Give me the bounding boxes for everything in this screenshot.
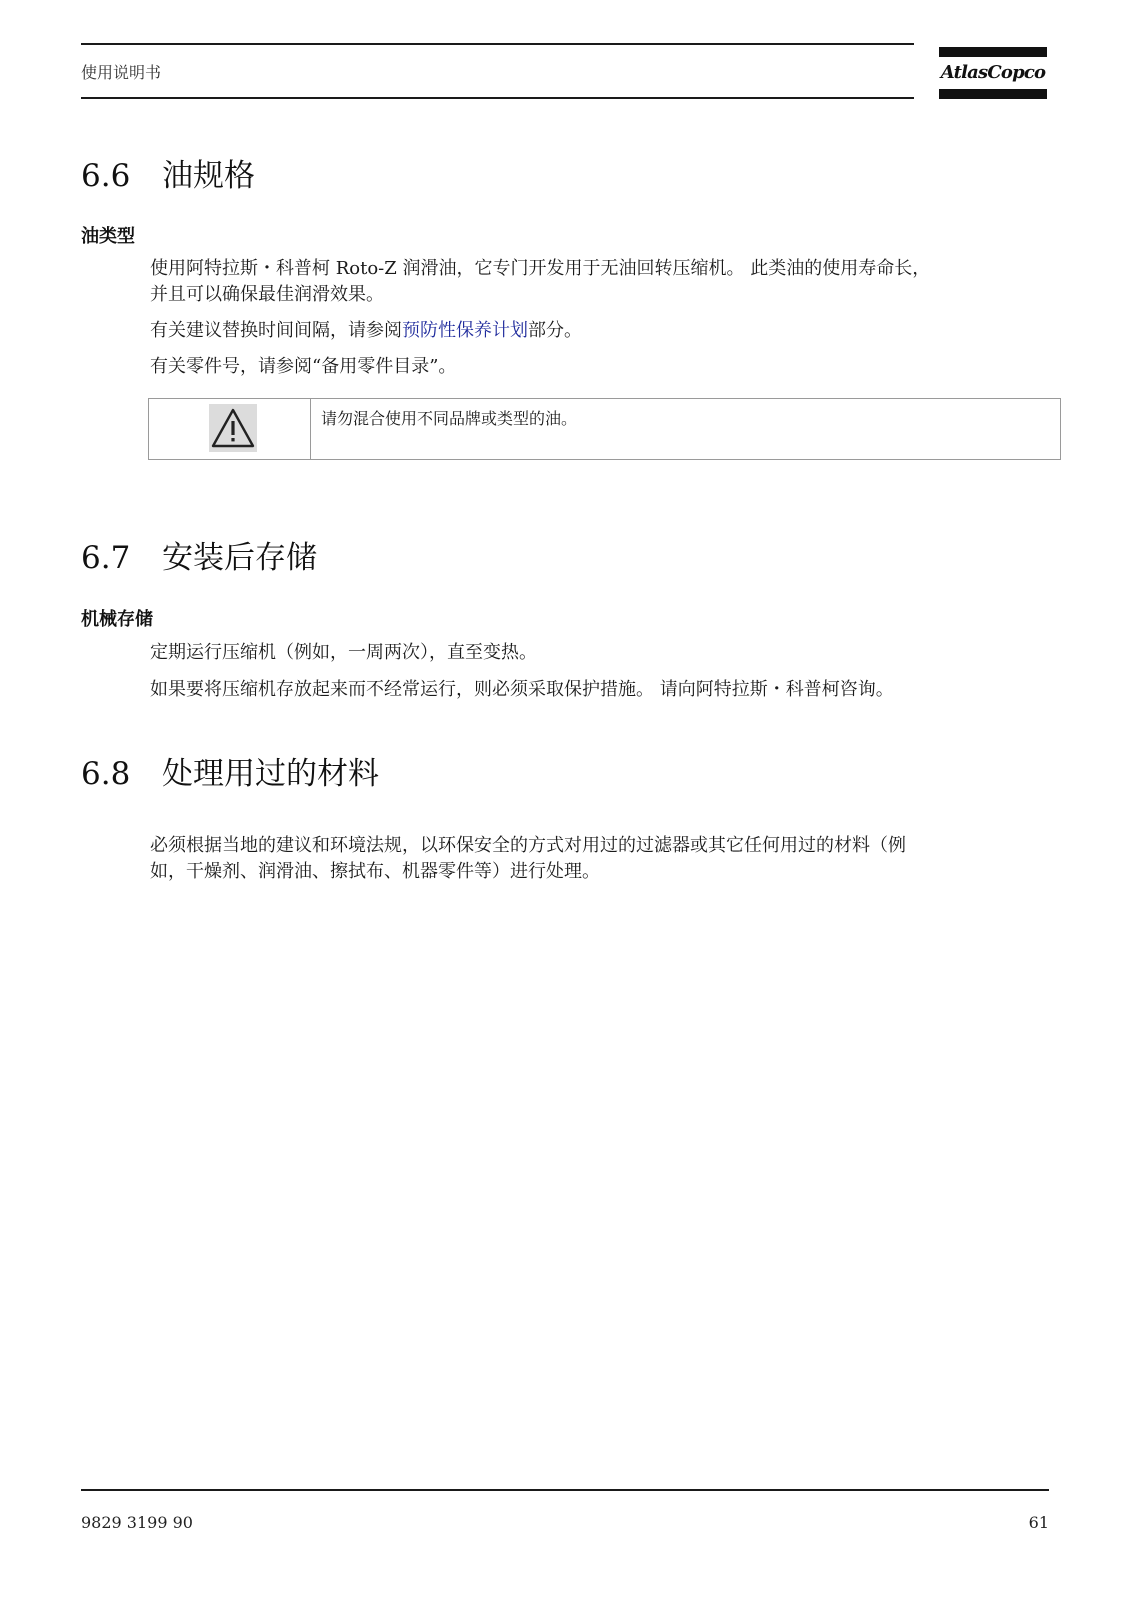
section-number: 6.7 [81,540,131,576]
paragraph-storage-1: 定期运行压缩机（例如，一周两次），直至变热。 [150,642,537,663]
warning-box [148,398,1061,460]
warning-triangle-icon [209,404,257,452]
section-heading-6-7 [81,532,317,577]
subheading-mechanical-storage: 机械存储 [81,609,153,630]
warning-icon-cell [149,399,311,459]
interval-suffix: 部分。 [528,320,582,341]
atlas-copco-logo [939,47,1047,99]
section-heading-6-6 [81,150,255,195]
section-number: 6.8 [81,756,131,792]
header-title: 使用说明书 [81,63,162,82]
footer-rule [81,1489,1049,1491]
header-rule-bottom [81,97,914,99]
paragraph-parts-ref: 有关零件号，请参阅“备用零件目录”。 [150,356,457,377]
section-title: 安装后存储 [162,540,317,576]
paragraph-interval [150,318,1050,344]
warning-text: 请勿混合使用不同品牌或类型的油。 [321,409,578,428]
section-heading-6-8 [81,748,379,793]
paragraph-disposal-line-2: 如，干燥剂、润滑油、擦拭布、机器零件等）进行处理。 [150,861,600,882]
interval-prefix: 有关建议替换时间间隔，请参阅 [150,320,402,341]
paragraph-storage-2: 如果要将压缩机存放起来而不经常运行，则必须采取保护措施。 请向阿特拉斯・科普柯咨询。 [150,679,894,700]
footer-doc-number: 9829 3199 90 [81,1513,193,1532]
maintenance-schedule-link[interactable]: 预防性保养计划 [402,320,528,341]
section-title: 处理用过的材料 [162,756,379,792]
logo-bar-top [939,47,1047,57]
subheading-oil-type: 油类型 [81,226,135,247]
paragraph-disposal-line-1: 必须根据当地的建议和环境法规，以环保安全的方式对用过的过滤器或其它任何用过的材料（例 [150,835,906,856]
logo-wordmark: AtlasCopco [940,62,1046,83]
header-rule-top [81,43,914,45]
logo-bar-bottom [939,89,1047,99]
section-title: 油规格 [162,158,255,194]
section-number: 6.6 [81,158,131,194]
footer-page-number: 61 [1028,1513,1049,1532]
paragraph-oil-line-2: 并且可以确保最佳润滑效果。 [150,284,384,305]
paragraph-oil-line-1: 使用阿特拉斯・科普柯 Roto-Z 润滑油，它专门开发用于无油回转压缩机。 此类油的使用寿命长， [150,258,931,279]
